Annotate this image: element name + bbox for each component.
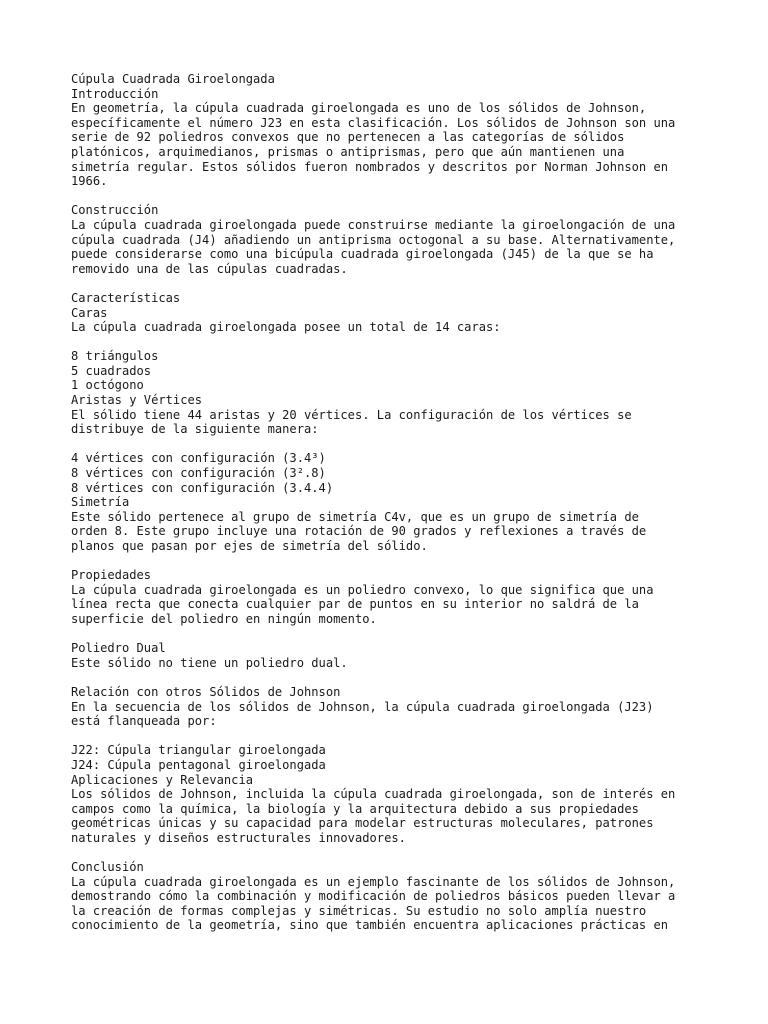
paragraph-line: La cúpula cuadrada giroelongada es un ejemplo fascinante de los sólidos de Johnson,: [71, 874, 676, 889]
list-item: 8 triángulos: [71, 349, 159, 364]
paragraph-line: serie de 92 poliedros convexos que no pertenecen a las categorías de sólidos: [71, 130, 625, 145]
paragraph-line: Los sólidos de Johnson, incluida la cúpula cuadrada giroelongada, son de interés en: [71, 787, 676, 802]
paragraph-line: La cúpula cuadrada giroelongada puede construirse mediante la giroelongación de una: [71, 217, 676, 232]
paragraph-line: geométricas únicas y su capacidad para modelar estructuras moleculares, patrones: [71, 816, 654, 831]
paragraph-line: removido una de las cúpulas cuadradas.: [71, 261, 348, 276]
document-page: [71, 72, 711, 933]
paragraph-line: El sólido tiene 44 aristas y 20 vértices. La configuración de los vértices se: [71, 407, 632, 422]
list-item: 5 cuadrados: [71, 363, 152, 378]
section-heading-aplicaciones: Aplicaciones y Relevancia: [71, 772, 254, 787]
section-heading-caracteristicas: Características: [71, 290, 181, 305]
list-item: J22: Cúpula triangular giroelongada: [71, 743, 326, 758]
paragraph-line: orden 8. Este grupo incluye una rotación de 90 grados y reflexiones a través de: [71, 524, 647, 539]
paragraph-line: La cúpula cuadrada giroelongada posee un total de 14 caras:: [71, 320, 501, 335]
blank-line: [71, 729, 711, 744]
section-heading-conclusion: Conclusión: [71, 860, 144, 875]
paragraph-line: distribuye de la siguiente manera:: [71, 422, 319, 437]
subsection-heading-caras: Caras: [71, 305, 108, 320]
paragraph-line: línea recta que conecta cualquier par de puntos en su interior no saldrá de la: [71, 597, 639, 612]
blank-line: [71, 189, 711, 204]
list-item: J24: Cúpula pentagonal giroelongada: [71, 757, 326, 772]
section-heading-dual: Poliedro Dual: [71, 641, 166, 656]
subsection-heading-aristas: Aristas y Vértices: [71, 393, 203, 408]
list-item: 8 vértices con configuración (3.4.4): [71, 480, 334, 495]
paragraph-line: está flanqueada por:: [71, 714, 217, 729]
paragraph-line: la creación de formas complejas y simétricas. Su estudio no solo amplía nuestro: [71, 903, 647, 918]
blank-line: [71, 554, 711, 569]
section-heading-construccion: Construcción: [71, 203, 159, 218]
list-item: 1 octógono: [71, 378, 144, 393]
blank-line: [71, 276, 711, 291]
paragraph-line: cúpula cuadrada (J4) añadiendo un antiprisma octogonal a su base. Alternativamente,: [71, 232, 676, 247]
blank-line: [71, 845, 711, 860]
paragraph-line: puede considerarse como una bicúpula cuadrada giroelongada (J45) de la que se ha: [71, 247, 654, 262]
list-item: 4 vértices con configuración (3.4³): [71, 451, 326, 466]
paragraph-line: naturales y diseños estructurales innovadores.: [71, 830, 406, 845]
paragraph-line: En la secuencia de los sólidos de Johnson, la cúpula cuadrada giroelongada (J23): [71, 699, 654, 714]
paragraph-line: platónicos, arquimedianos, prismas o antiprismas, pero que aún mantienen una: [71, 144, 625, 159]
paragraph-line: específicamente el número J23 en esta clasificación. Los sólidos de Johnson son una: [71, 115, 676, 130]
paragraph-line: En geometría, la cúpula cuadrada giroelongada es uno de los sólidos de Johnson,: [71, 101, 647, 116]
blank-line: [71, 437, 711, 452]
blank-line: [71, 627, 711, 642]
paragraph-line: Este sólido pertenece al grupo de simetría C4v, que es un grupo de simetría de: [71, 509, 639, 524]
blank-line: [71, 670, 711, 685]
paragraph-line: superficie del poliedro en ningún momento.: [71, 611, 377, 626]
section-heading-introduccion: Introducción: [71, 86, 159, 101]
paragraph-line: simetría regular. Estos sólidos fueron nombrados y descritos por Norman Johnson en: [71, 159, 669, 174]
list-item: 8 vértices con configuración (3².8): [71, 466, 326, 481]
paragraph-line: planos que pasan por ejes de simetría del sólido.: [71, 539, 428, 553]
paragraph-line: Este sólido no tiene un poliedro dual.: [71, 655, 348, 670]
blank-line: [71, 335, 711, 350]
section-heading-relacion: Relación con otros Sólidos de Johnson: [71, 684, 341, 699]
paragraph-line: conocimiento de la geometría, sino que también encuentra aplicaciones prácticas en: [71, 918, 669, 933]
paragraph-line: campos como la química, la biología y la arquitectura debido a sus propiedades: [71, 801, 639, 816]
document-title: Cúpula Cuadrada Giroelongada: [71, 72, 275, 86]
section-heading-propiedades: Propiedades: [71, 568, 152, 583]
paragraph-line: demostrando cómo la combinación y modificación de poliedros básicos pueden llevar a: [71, 889, 676, 904]
subsection-heading-simetria: Simetría: [71, 495, 130, 510]
paragraph-line: 1966.: [71, 174, 108, 189]
paragraph-line: La cúpula cuadrada giroelongada es un poliedro convexo, lo que significa que una: [71, 582, 654, 597]
